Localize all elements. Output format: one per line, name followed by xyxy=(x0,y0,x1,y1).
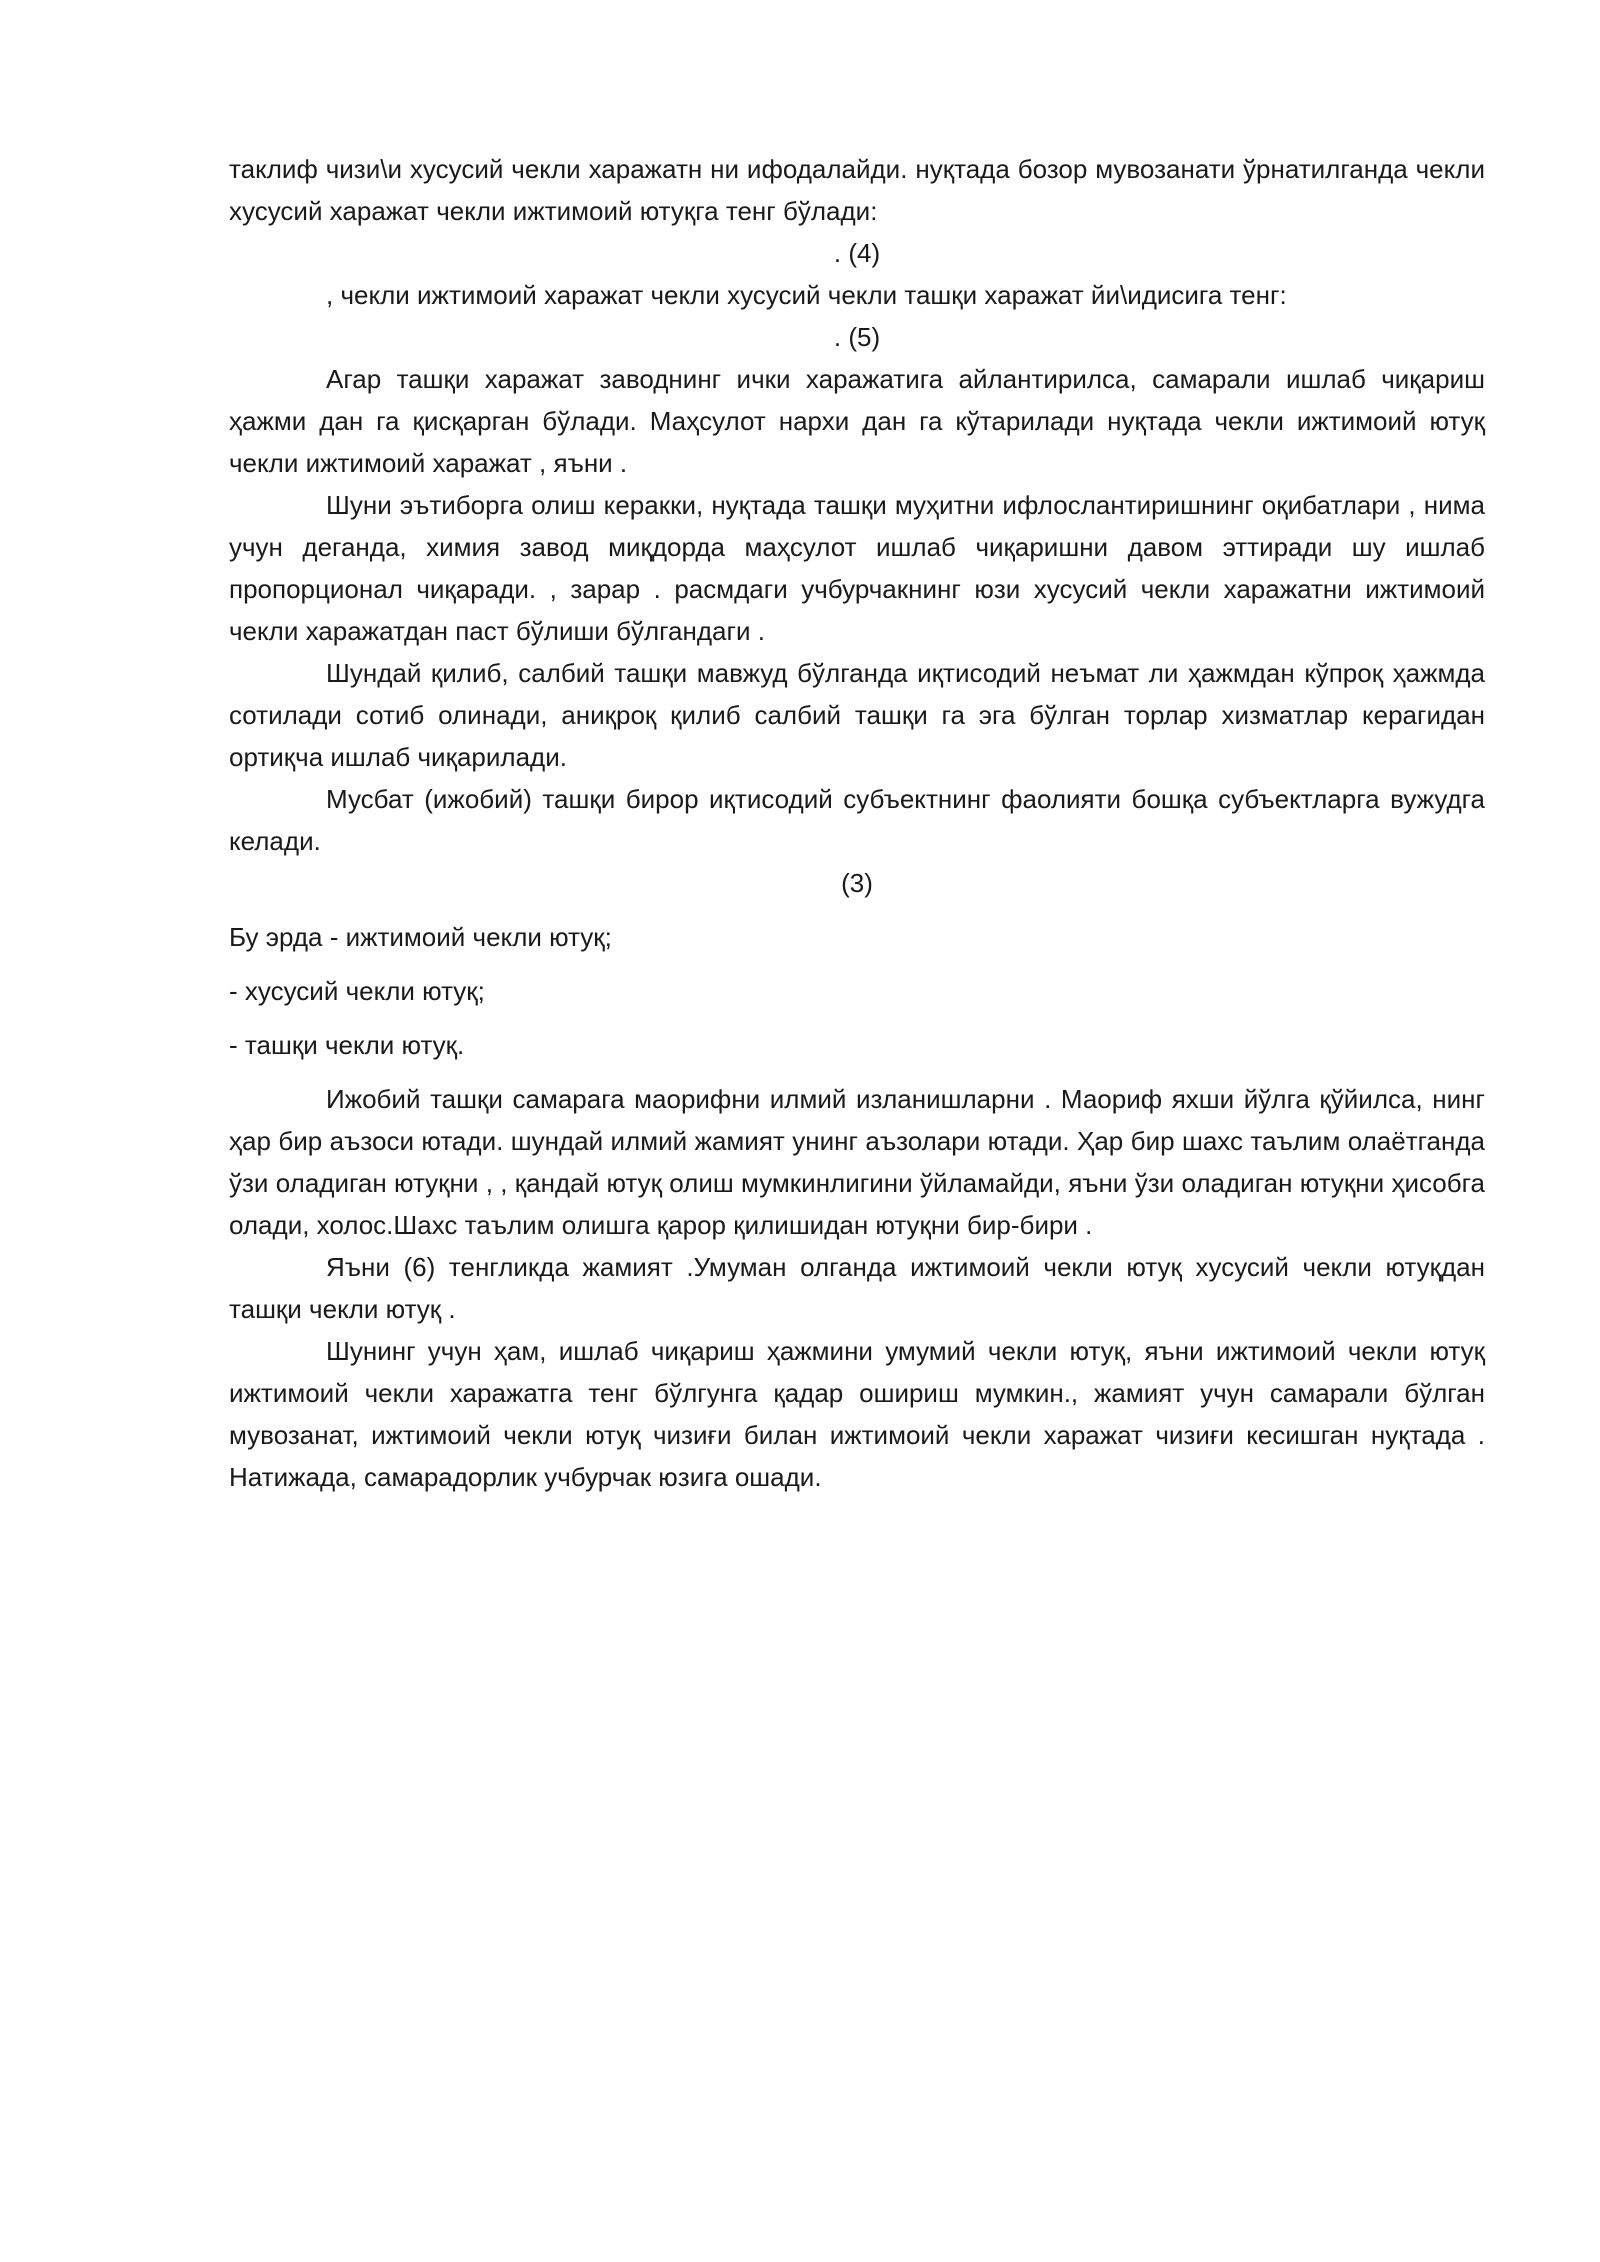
definition-private-benefit: - хусусий чекли ютуқ; xyxy=(229,976,485,1006)
definition-external-benefit: - ташқи чекли ютуқ. xyxy=(229,1030,465,1060)
paragraph-education: Ижобий ташқи самарага маорифни илмий изланишларни . Маориф яхши йўлга қўйилса, нинг ҳар бир аъзоси ютади. шундай илмий жамият унинг аъзолари ютади. Ҳар бир шахс таълим олаётганда ўзи оладиган ютуқни , , қандай ютуқ олиш мумкинлигини ўйламайди, яъни ўзи оладиган ютуқни ҳисобга олади, холос.Шахс таълим олишга қарор қилишидан ютуқни бир-бири . xyxy=(229,1084,1485,1240)
document-body xyxy=(229,148,1485,1498)
equation-5-label: . (5) xyxy=(833,322,881,352)
paragraph-positive-externality: Мусбат (ижобий) ташқи бирор иқтисодий субъектнинг фаолияти бошқа субъектларга вужудга келади. xyxy=(229,784,1485,856)
equation-3-label: (3) xyxy=(841,868,873,898)
paragraph-social-cost: , чекли ижтимоий харажат чекли хусусий чекли ташқи харажат йи\идисига тенг: xyxy=(326,280,1287,310)
paragraph-pollution: Шуни эътиборга олиш керакки, нуқтада ташқи муҳитни ифлослантиришнинг оқибатлари , нима учун деганда, химия завод миқдорда маҳсулот ишлаб чиқаришни давом эттиради шу ишлаб пропорционал чиқаради. , зарар . расмдаги учбурчакнинг юзи хусусий чекли харажатни ижтимоий чекли харажатдан паст бўлиши бўлгандаги . xyxy=(229,490,1485,646)
equation-4-label: . (4) xyxy=(833,238,881,268)
paragraph-external-cost: Агар ташқи харажат заводнинг ички харажатига айлантирилса, самарали ишлаб чиқариш ҳажми дан га қисқарган бўлади. Маҳсулот нархи дан га кўтарилади нуқтада чекли ижтимоий ютуқ чекли ижтимоий харажат , яъни . xyxy=(229,364,1485,478)
paragraph-supply-curve: таклиф чизи\и хусусий чекли харажатн ни ифодалайди. нуқтада бозор мувозанати ўрнатилганда чекли хусусий харажат чекли ижтимоий ютуқга тенг бўлади: xyxy=(229,154,1485,226)
definition-social-benefit: Бу эрда - ижтимоий чекли ютуқ; xyxy=(229,922,612,952)
paragraph-equality-6: Яъни (6) тенгликда жамият .Умуман олганда ижтимоий чекли ютуқ хусусий чекли ютуқдан ташқи чекли ютуқ . xyxy=(229,1252,1485,1324)
paragraph-negative-externality: Шундай қилиб, салбий ташқи мавжуд бўлганда иқтисодий неъмат ли ҳажмдан кўпроқ ҳажмда сотилади сотиб олинади, аниқроқ қилиб салбий ташқи га эга бўлган торлар хизматлар керагидан ортиқча ишлаб чиқарилади. xyxy=(229,658,1485,772)
paragraph-conclusion: Шунинг учун ҳам, ишлаб чиқариш ҳажмини умумий чекли ютуқ, яъни ижтимоий чекли ютуқ ижтимоий чекли харажатга тенг бўлгунга қадар ошириш мумкин., жамият учун самарали бўлган мувозанат, ижтимоий чекли ютуқ чизиғи билан ижтимоий чекли харажат чизиғи кесишган нуқтада . Натижада, самарадорлик учбурчак юзига ошади. xyxy=(229,1336,1485,1492)
